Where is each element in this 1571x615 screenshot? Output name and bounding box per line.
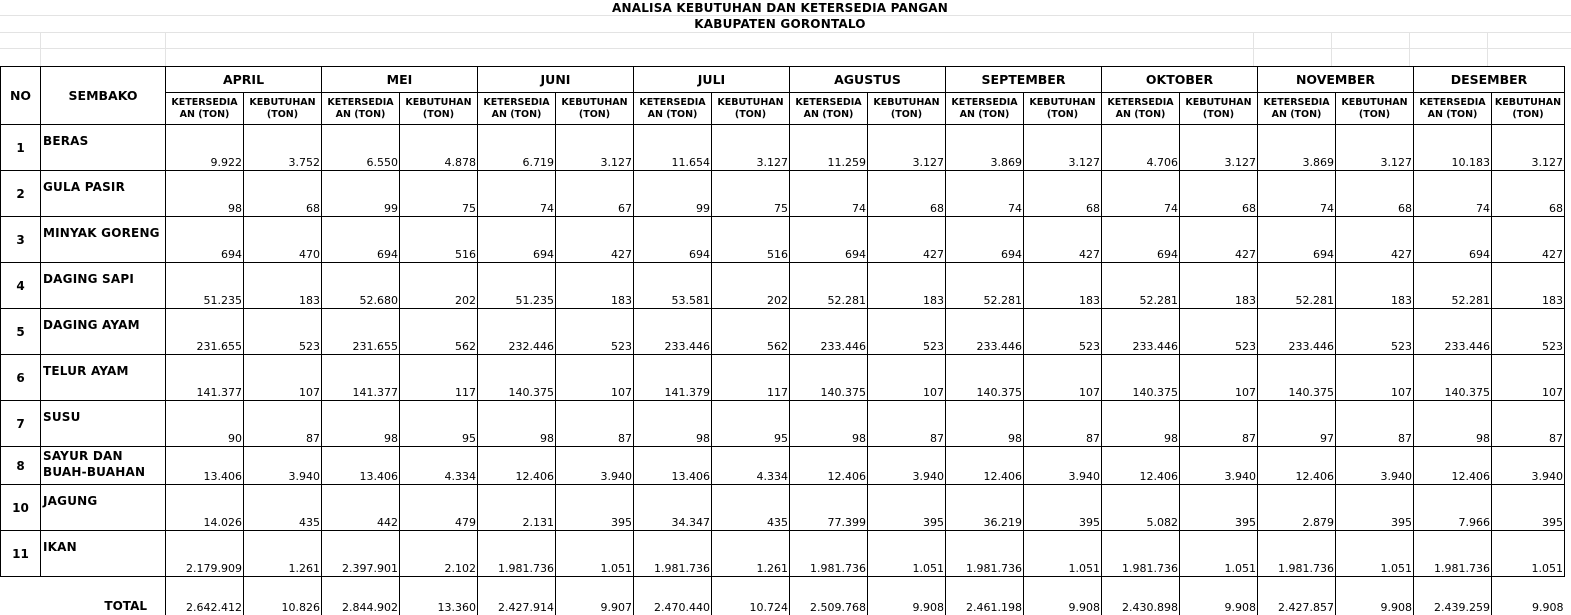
header-ketersediaan: KETERSEDIA AN (TON) xyxy=(634,93,712,125)
kebutuhan-value: 183 xyxy=(1024,263,1102,309)
kebutuhan-value: 562 xyxy=(712,309,790,355)
kebutuhan-value: 87 xyxy=(1180,401,1258,447)
ketersediaan-value: 98 xyxy=(322,401,400,447)
kebutuhan-value: 1.051 xyxy=(1180,531,1258,577)
total-ketersediaan: 2.430.898 xyxy=(1102,577,1180,615)
total-ketersediaan: 2.470.440 xyxy=(634,577,712,615)
ketersediaan-value: 3.869 xyxy=(1258,125,1336,171)
subheader-row xyxy=(1,93,1565,125)
kebutuhan-value: 3.127 xyxy=(1492,125,1565,171)
kebutuhan-value: 523 xyxy=(556,309,634,355)
kebutuhan-value: 4.878 xyxy=(400,125,478,171)
total-kebutuhan: 10.826 xyxy=(244,577,322,615)
ketersediaan-value: 233.446 xyxy=(634,309,712,355)
kebutuhan-value: 107 xyxy=(1492,355,1565,401)
kebutuhan-value: 523 xyxy=(868,309,946,355)
kebutuhan-value: 427 xyxy=(1024,217,1102,263)
commodity-name: DAGING SAPI xyxy=(41,263,166,309)
ketersediaan-value: 10.183 xyxy=(1414,125,1492,171)
ketersediaan-value: 74 xyxy=(1414,171,1492,217)
header-ketersediaan: KETERSEDIA AN (TON) xyxy=(166,93,244,125)
commodity-name: IKAN xyxy=(41,531,166,577)
ketersediaan-value: 2.879 xyxy=(1258,485,1336,531)
kebutuhan-value: 395 xyxy=(1180,485,1258,531)
ketersediaan-value: 231.655 xyxy=(322,309,400,355)
gridline xyxy=(165,32,166,66)
kebutuhan-value: 202 xyxy=(712,263,790,309)
kebutuhan-value: 183 xyxy=(556,263,634,309)
total-kebutuhan: 9.908 xyxy=(1180,577,1258,615)
ketersediaan-value: 97 xyxy=(1258,401,1336,447)
ketersediaan-value: 77.399 xyxy=(790,485,868,531)
header-sembako: SEMBAKO xyxy=(41,67,166,125)
ketersediaan-value: 99 xyxy=(322,171,400,217)
ketersediaan-value: 233.446 xyxy=(1102,309,1180,355)
kebutuhan-value: 3.127 xyxy=(868,125,946,171)
total-kebutuhan: 13.360 xyxy=(400,577,478,615)
ketersediaan-value: 11.259 xyxy=(790,125,868,171)
kebutuhan-value: 523 xyxy=(1492,309,1565,355)
ketersediaan-value: 233.446 xyxy=(790,309,868,355)
sheet-title: ANALISA KEBUTUHAN DAN KETERSEDIA PANGAN xyxy=(0,1,1560,15)
ketersediaan-value: 74 xyxy=(1102,171,1180,217)
header-month: MEI xyxy=(322,67,478,93)
kebutuhan-value: 87 xyxy=(868,401,946,447)
gridline xyxy=(1487,32,1488,66)
total-kebutuhan: 9.908 xyxy=(1024,577,1102,615)
ketersediaan-value: 34.347 xyxy=(634,485,712,531)
commodity-name: BERAS xyxy=(41,125,166,171)
kebutuhan-value: 117 xyxy=(712,355,790,401)
ketersediaan-value: 5.082 xyxy=(1102,485,1180,531)
header-kebutuhan: KEBUTUHAN (TON) xyxy=(244,93,322,125)
ketersediaan-value: 12.406 xyxy=(1414,447,1492,485)
ketersediaan-value: 98 xyxy=(478,401,556,447)
kebutuhan-value: 3.127 xyxy=(1180,125,1258,171)
ketersediaan-value: 98 xyxy=(1102,401,1180,447)
kebutuhan-value: 68 xyxy=(244,171,322,217)
ketersediaan-value: 140.375 xyxy=(1414,355,1492,401)
ketersediaan-value: 90 xyxy=(166,401,244,447)
ketersediaan-value: 13.406 xyxy=(322,447,400,485)
gridline xyxy=(0,48,1571,49)
kebutuhan-value: 107 xyxy=(556,355,634,401)
kebutuhan-value: 427 xyxy=(1336,217,1414,263)
ketersediaan-value: 74 xyxy=(790,171,868,217)
kebutuhan-value: 435 xyxy=(712,485,790,531)
kebutuhan-value: 68 xyxy=(1492,171,1565,217)
commodity-name: SUSU xyxy=(41,401,166,447)
kebutuhan-value: 87 xyxy=(1336,401,1414,447)
kebutuhan-value: 427 xyxy=(556,217,634,263)
kebutuhan-value: 523 xyxy=(1024,309,1102,355)
kebutuhan-value: 1.051 xyxy=(868,531,946,577)
commodity-name: JAGUNG xyxy=(41,485,166,531)
kebutuhan-value: 3.752 xyxy=(244,125,322,171)
total-row xyxy=(1,577,1565,615)
header-ketersediaan: KETERSEDIA AN (TON) xyxy=(1258,93,1336,125)
ketersediaan-value: 141.377 xyxy=(322,355,400,401)
ketersediaan-value: 233.446 xyxy=(1414,309,1492,355)
header-month: OKTOBER xyxy=(1102,67,1258,93)
header-ketersediaan: KETERSEDIA AN (TON) xyxy=(1102,93,1180,125)
commodity-name: DAGING AYAM xyxy=(41,309,166,355)
ketersediaan-value: 140.375 xyxy=(790,355,868,401)
ketersediaan-value: 1.981.736 xyxy=(478,531,556,577)
header-ketersediaan: KETERSEDIA AN (TON) xyxy=(790,93,868,125)
header-month: JUNI xyxy=(478,67,634,93)
total-label: TOTAL xyxy=(1,577,166,615)
ketersediaan-value: 98 xyxy=(1414,401,1492,447)
kebutuhan-value: 2.102 xyxy=(400,531,478,577)
kebutuhan-value: 67 xyxy=(556,171,634,217)
ketersediaan-value: 52.281 xyxy=(1414,263,1492,309)
kebutuhan-value: 87 xyxy=(1492,401,1565,447)
header-ketersediaan: KETERSEDIA AN (TON) xyxy=(946,93,1024,125)
kebutuhan-value: 1.051 xyxy=(1336,531,1414,577)
header-kebutuhan: KEBUTUHAN (TON) xyxy=(400,93,478,125)
total-ketersediaan: 2.844.902 xyxy=(322,577,400,615)
kebutuhan-value: 75 xyxy=(400,171,478,217)
ketersediaan-value: 12.406 xyxy=(478,447,556,485)
kebutuhan-value: 107 xyxy=(244,355,322,401)
kebutuhan-value: 395 xyxy=(556,485,634,531)
ketersediaan-value: 1.981.736 xyxy=(634,531,712,577)
kebutuhan-value: 3.127 xyxy=(712,125,790,171)
kebutuhan-value: 470 xyxy=(244,217,322,263)
ketersediaan-value: 13.406 xyxy=(166,447,244,485)
kebutuhan-value: 95 xyxy=(712,401,790,447)
table-row xyxy=(1,447,1565,485)
total-ketersediaan: 2.439.259 xyxy=(1414,577,1492,615)
row-number: 5 xyxy=(1,309,41,355)
kebutuhan-value: 87 xyxy=(1024,401,1102,447)
table-row xyxy=(1,217,1565,263)
ketersediaan-value: 694 xyxy=(634,217,712,263)
total-kebutuhan: 9.908 xyxy=(1336,577,1414,615)
ketersediaan-value: 1.981.736 xyxy=(1414,531,1492,577)
ketersediaan-value: 141.377 xyxy=(166,355,244,401)
kebutuhan-value: 107 xyxy=(1336,355,1414,401)
kebutuhan-value: 435 xyxy=(244,485,322,531)
ketersediaan-value: 36.219 xyxy=(946,485,1024,531)
row-number: 1 xyxy=(1,125,41,171)
ketersediaan-value: 12.406 xyxy=(946,447,1024,485)
ketersediaan-value: 694 xyxy=(1414,217,1492,263)
kebutuhan-value: 3.940 xyxy=(1180,447,1258,485)
total-ketersediaan: 2.509.768 xyxy=(790,577,868,615)
ketersediaan-value: 2.131 xyxy=(478,485,556,531)
kebutuhan-value: 3.940 xyxy=(868,447,946,485)
header-month: NOVEMBER xyxy=(1258,67,1414,93)
kebutuhan-value: 87 xyxy=(556,401,634,447)
kebutuhan-value: 395 xyxy=(1492,485,1565,531)
ketersediaan-value: 51.235 xyxy=(166,263,244,309)
ketersediaan-value: 12.406 xyxy=(1102,447,1180,485)
ketersediaan-value: 51.235 xyxy=(478,263,556,309)
ketersediaan-value: 2.397.901 xyxy=(322,531,400,577)
total-ketersediaan: 2.461.198 xyxy=(946,577,1024,615)
kebutuhan-value: 3.940 xyxy=(1336,447,1414,485)
ketersediaan-value: 53.581 xyxy=(634,263,712,309)
kebutuhan-value: 68 xyxy=(868,171,946,217)
commodity-name: SAYUR DAN BUAH-BUAHAN xyxy=(41,447,166,485)
ketersediaan-value: 232.446 xyxy=(478,309,556,355)
header-kebutuhan: KEBUTUHAN (TON) xyxy=(556,93,634,125)
ketersediaan-value: 694 xyxy=(478,217,556,263)
header-kebutuhan: KEBUTUHAN (TON) xyxy=(1180,93,1258,125)
commodity-name: MINYAK GORENG xyxy=(41,217,166,263)
table-row xyxy=(1,401,1565,447)
header-month: DESEMBER xyxy=(1414,67,1565,93)
kebutuhan-value: 4.334 xyxy=(400,447,478,485)
gridline xyxy=(0,32,1571,33)
ketersediaan-value: 694 xyxy=(166,217,244,263)
commodity-name: TELUR AYAM xyxy=(41,355,166,401)
header-ketersediaan: KETERSEDIA AN (TON) xyxy=(322,93,400,125)
ketersediaan-value: 98 xyxy=(946,401,1024,447)
kebutuhan-value: 183 xyxy=(1180,263,1258,309)
header-kebutuhan: KEBUTUHAN (TON) xyxy=(868,93,946,125)
ketersediaan-value: 74 xyxy=(946,171,1024,217)
table-row xyxy=(1,125,1565,171)
kebutuhan-value: 427 xyxy=(1180,217,1258,263)
ketersediaan-value: 1.981.736 xyxy=(790,531,868,577)
ketersediaan-value: 694 xyxy=(946,217,1024,263)
header-month: APRIL xyxy=(166,67,322,93)
kebutuhan-value: 3.940 xyxy=(1024,447,1102,485)
row-number: 6 xyxy=(1,355,41,401)
total-kebutuhan: 9.908 xyxy=(1492,577,1565,615)
kebutuhan-value: 75 xyxy=(712,171,790,217)
ketersediaan-value: 1.981.736 xyxy=(1258,531,1336,577)
ketersediaan-value: 694 xyxy=(1102,217,1180,263)
ketersediaan-value: 7.966 xyxy=(1414,485,1492,531)
kebutuhan-value: 3.127 xyxy=(556,125,634,171)
header-month: JULI xyxy=(634,67,790,93)
kebutuhan-value: 516 xyxy=(712,217,790,263)
kebutuhan-value: 523 xyxy=(1336,309,1414,355)
row-number: 11 xyxy=(1,531,41,577)
header-month: AGUSTUS xyxy=(790,67,946,93)
ketersediaan-value: 1.981.736 xyxy=(1102,531,1180,577)
ketersediaan-value: 98 xyxy=(166,171,244,217)
row-number: 7 xyxy=(1,401,41,447)
ketersediaan-value: 12.406 xyxy=(790,447,868,485)
kebutuhan-value: 4.334 xyxy=(712,447,790,485)
ketersediaan-value: 4.706 xyxy=(1102,125,1180,171)
header-ketersediaan: KETERSEDIA AN (TON) xyxy=(478,93,556,125)
kebutuhan-value: 1.051 xyxy=(1024,531,1102,577)
total-kebutuhan: 9.907 xyxy=(556,577,634,615)
kebutuhan-value: 395 xyxy=(868,485,946,531)
kebutuhan-value: 1.051 xyxy=(1492,531,1565,577)
total-ketersediaan: 2.427.914 xyxy=(478,577,556,615)
gridline xyxy=(40,32,41,66)
kebutuhan-value: 479 xyxy=(400,485,478,531)
table-row xyxy=(1,171,1565,217)
ketersediaan-value: 9.922 xyxy=(166,125,244,171)
kebutuhan-value: 427 xyxy=(868,217,946,263)
ketersediaan-value: 6.550 xyxy=(322,125,400,171)
ketersediaan-value: 74 xyxy=(478,171,556,217)
gridline xyxy=(1409,32,1410,66)
kebutuhan-value: 68 xyxy=(1024,171,1102,217)
kebutuhan-value: 3.940 xyxy=(244,447,322,485)
sheet-subtitle: KABUPATEN GORONTALO xyxy=(0,17,1560,31)
row-number: 3 xyxy=(1,217,41,263)
ketersediaan-value: 140.375 xyxy=(478,355,556,401)
ketersediaan-value: 3.869 xyxy=(946,125,1024,171)
kebutuhan-value: 117 xyxy=(400,355,478,401)
ketersediaan-value: 99 xyxy=(634,171,712,217)
ketersediaan-value: 140.375 xyxy=(1102,355,1180,401)
table-row xyxy=(1,485,1565,531)
ketersediaan-value: 233.446 xyxy=(946,309,1024,355)
gridline xyxy=(0,15,1571,16)
row-number: 2 xyxy=(1,171,41,217)
kebutuhan-value: 202 xyxy=(400,263,478,309)
table-row xyxy=(1,355,1565,401)
header-kebutuhan: KEBUTUHAN (TON) xyxy=(1492,93,1565,125)
ketersediaan-value: 141.379 xyxy=(634,355,712,401)
header-kebutuhan: KEBUTUHAN (TON) xyxy=(712,93,790,125)
kebutuhan-value: 523 xyxy=(244,309,322,355)
row-number: 4 xyxy=(1,263,41,309)
kebutuhan-value: 107 xyxy=(868,355,946,401)
ketersediaan-value: 74 xyxy=(1258,171,1336,217)
kebutuhan-value: 3.940 xyxy=(1492,447,1565,485)
ketersediaan-value: 98 xyxy=(634,401,712,447)
total-ketersediaan: 2.427.857 xyxy=(1258,577,1336,615)
header-ketersediaan: KETERSEDIA AN (TON) xyxy=(1414,93,1492,125)
kebutuhan-value: 68 xyxy=(1336,171,1414,217)
kebutuhan-value: 3.127 xyxy=(1336,125,1414,171)
kebutuhan-value: 516 xyxy=(400,217,478,263)
total-ketersediaan: 2.642.412 xyxy=(166,577,244,615)
gridline xyxy=(1331,32,1332,66)
ketersediaan-value: 6.719 xyxy=(478,125,556,171)
ketersediaan-value: 1.981.736 xyxy=(946,531,1024,577)
kebutuhan-value: 183 xyxy=(1492,263,1565,309)
ketersediaan-value: 52.281 xyxy=(946,263,1024,309)
ketersediaan-value: 694 xyxy=(790,217,868,263)
ketersediaan-value: 52.281 xyxy=(1102,263,1180,309)
kebutuhan-value: 87 xyxy=(244,401,322,447)
header-no: NO xyxy=(1,67,41,125)
kebutuhan-value: 95 xyxy=(400,401,478,447)
table-row xyxy=(1,309,1565,355)
ketersediaan-value: 694 xyxy=(1258,217,1336,263)
ketersediaan-value: 140.375 xyxy=(1258,355,1336,401)
kebutuhan-value: 183 xyxy=(1336,263,1414,309)
kebutuhan-value: 562 xyxy=(400,309,478,355)
kebutuhan-value: 1.051 xyxy=(556,531,634,577)
kebutuhan-value: 3.940 xyxy=(556,447,634,485)
kebutuhan-value: 1.261 xyxy=(712,531,790,577)
commodity-name: GULA PASIR xyxy=(41,171,166,217)
header-kebutuhan: KEBUTUHAN (TON) xyxy=(1024,93,1102,125)
ketersediaan-value: 11.654 xyxy=(634,125,712,171)
kebutuhan-value: 523 xyxy=(1180,309,1258,355)
total-kebutuhan: 10.724 xyxy=(712,577,790,615)
kebutuhan-value: 107 xyxy=(1180,355,1258,401)
kebutuhan-value: 183 xyxy=(868,263,946,309)
header-month: SEPTEMBER xyxy=(946,67,1102,93)
table-row xyxy=(1,263,1565,309)
gridline xyxy=(1253,32,1254,66)
ketersediaan-value: 13.406 xyxy=(634,447,712,485)
table-row xyxy=(1,531,1565,577)
ketersediaan-value: 98 xyxy=(790,401,868,447)
ketersediaan-value: 52.680 xyxy=(322,263,400,309)
kebutuhan-value: 1.261 xyxy=(244,531,322,577)
kebutuhan-value: 107 xyxy=(1024,355,1102,401)
ketersediaan-value: 231.655 xyxy=(166,309,244,355)
kebutuhan-value: 68 xyxy=(1180,171,1258,217)
kebutuhan-value: 395 xyxy=(1024,485,1102,531)
ketersediaan-value: 442 xyxy=(322,485,400,531)
ketersediaan-value: 52.281 xyxy=(1258,263,1336,309)
row-number: 8 xyxy=(1,447,41,485)
kebutuhan-value: 395 xyxy=(1336,485,1414,531)
row-number: 10 xyxy=(1,485,41,531)
ketersediaan-value: 140.375 xyxy=(946,355,1024,401)
ketersediaan-value: 52.281 xyxy=(790,263,868,309)
kebutuhan-value: 183 xyxy=(244,263,322,309)
kebutuhan-value: 427 xyxy=(1492,217,1565,263)
header-kebutuhan: KEBUTUHAN (TON) xyxy=(1336,93,1414,125)
ketersediaan-value: 2.179.909 xyxy=(166,531,244,577)
ketersediaan-value: 12.406 xyxy=(1258,447,1336,485)
total-kebutuhan: 9.908 xyxy=(868,577,946,615)
ketersediaan-value: 233.446 xyxy=(1258,309,1336,355)
food-analysis-table xyxy=(0,66,1565,615)
ketersediaan-value: 694 xyxy=(322,217,400,263)
kebutuhan-value: 3.127 xyxy=(1024,125,1102,171)
ketersediaan-value: 14.026 xyxy=(166,485,244,531)
